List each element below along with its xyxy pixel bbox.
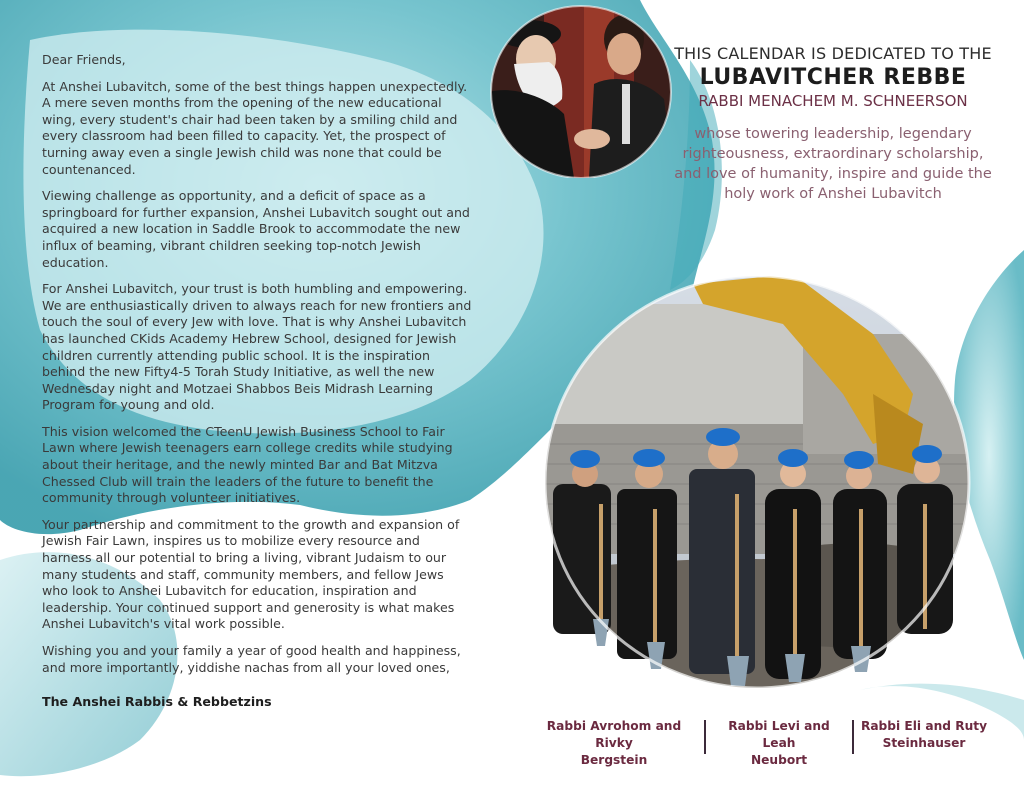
letter-signature: The Anshei Rabbis & Rebbetzins	[42, 694, 272, 710]
letter-salutation: Dear Friends,	[42, 52, 126, 67]
letter-body	[42, 52, 472, 721]
dedication-intro: THIS CALENDAR IS DEDICATED TO THE	[674, 44, 992, 63]
dedication-subname: RABBI MENACHEM M. SCHNEERSON	[698, 92, 968, 110]
name-divider	[704, 720, 706, 754]
letter-paragraph: Wishing you and your family a year of good health and happiness, and more importantly, yiddishe nachas from all your loved ones,	[42, 643, 461, 675]
rebbe-photo	[484, 4, 684, 178]
letter-paragraph: Your partnership and commitment to the growth and expansion of Jewish Fair Lawn, inspires us to mobilize every resource and harness all our potential to bring a living, vibrant Judaism to our many students and staff, community members, and fellow Jews who look to Anshei Lubavitch for education, inspiration and leadership. Your continued support and generosity is what makes Anshei Lubavitch's vital work possible.	[42, 516, 460, 632]
name-bergstein: Rabbi Avrohom and Rivky Bergstein	[546, 719, 682, 767]
name-steinhauser: Rabbi Eli and Ruty Steinhauser	[860, 719, 988, 750]
groundbreaking-photo	[543, 274, 973, 694]
letter-paragraph: This vision welcomed the CTeenU Jewish Business School to Fair Lawn where Jewish teenagers earn college credits while studying about their heritage, and the newly minted Bar and Bat Mitzva Chessed Club will train the leaders of the future to benefit the community through volunteer initiatives.	[42, 423, 453, 506]
name-divider	[852, 720, 854, 754]
letter-paragraph: Viewing challenge as opportunity, and a deficit of space as a springboard for further expansion, Anshei Lubavitch sought out and acquired a new location in Saddle Brook to accommodate the new influx of beaming, vibrant children seeking top-notch Jewish education.	[42, 188, 470, 270]
dedication-block	[670, 44, 996, 204]
letter-paragraph: For Anshei Lubavitch, your trust is both humbling and empowering. We are enthusiastically driven to always reach for new frontiers and touch the soul of every Jew with love. That is why Anshei Lubavitch has launched CKids Academy Hebrew School, designed for Jewish children currently attending public school. It is the inspiration behind the new Fifty4-5 Torah Study Initiative, as well the new Wednesday night and Motzaei Shabbos Beis Midrash Learning Program for young and old.	[42, 281, 472, 413]
name-neubort: Rabbi Levi and Leah Neubort	[728, 719, 830, 767]
letter-paragraph: At Anshei Lubavitch, some of the best things happen unexpectedly. A mere seven months from the opening of the new educational wing, every student's chair had been taken by a smiling child and every classroom had been filled to capacity. Yet, the prospect of turning away even a single Jewish child was none that could be countenanced.	[42, 78, 468, 177]
dedication-name: LUBAVITCHER REBBE	[699, 65, 967, 90]
rabbi-names-row	[530, 718, 990, 769]
dedication-text: whose towering leadership, legendary righteousness, extraordinary scholarship, and love of humanity, inspire and guide the holy work of Anshei Lubavitch	[674, 126, 992, 202]
